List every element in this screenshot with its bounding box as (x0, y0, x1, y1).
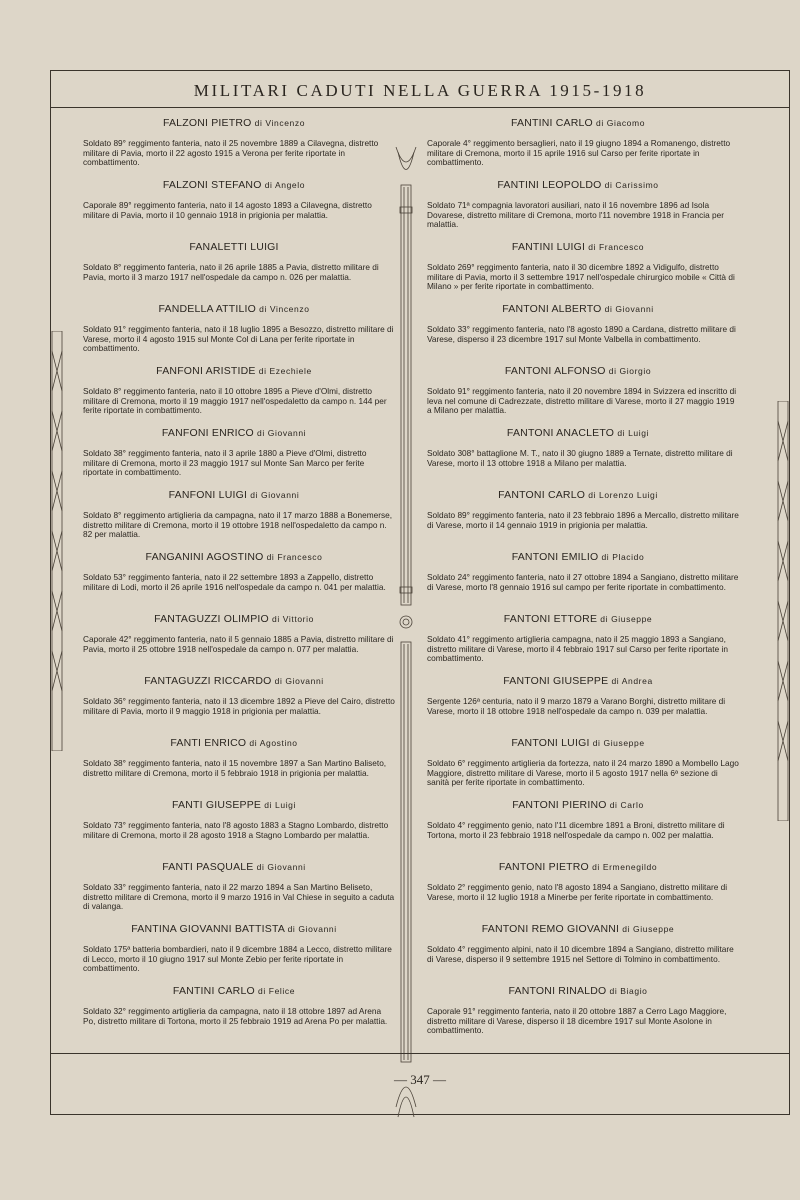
casualty-surname: FANTINA GIOVANNI BATTISTA (131, 923, 285, 935)
casualty-surname: FANTONI ANACLETO (506, 427, 615, 439)
casualty-name (417, 799, 739, 811)
left-column (73, 117, 395, 1047)
casualty-description: Soldato 38° reggimento fanteria, nato il 15 novembre 1897 a San Martino Baliseto, distretto militare di Cremona, morto il 5 febbraio 1918 in prigionia per malattia. (83, 758, 387, 778)
casualty-entry (417, 365, 739, 427)
casualty-name (73, 365, 395, 377)
casualty-name (73, 551, 395, 563)
casualty-patronymic: di Vittorio (272, 614, 314, 624)
casualty-name (73, 613, 395, 625)
casualty-description: Soldato 89° reggimento fanteria, nato il 25 novembre 1889 a Cilavegna, distretto militare di Pavia, morto il 22 agosto 1915 a Verona per ferite riportate in combattimento. (83, 138, 379, 168)
casualty-patronymic: di Vincenzo (259, 304, 310, 314)
fasces-divider-ornament (392, 147, 420, 1122)
casualty-description: Soldato 269° reggimento fanteria, nato il 30 dicembre 1892 a Vidigulfo, distretto militare di Pavia, morto il 3 settembre 1917 nell'ospedale chirurgico mobile « Città di Milano » per ferite riportate in combattimento. (427, 262, 735, 292)
casualty-surname: FANTONI GIUSEPPE (503, 675, 609, 687)
casualty-entry (73, 985, 395, 1047)
casualty-surname: FANFONI ARISTIDE (156, 365, 256, 377)
casualty-patronymic: di Giovanni (256, 862, 306, 872)
casualty-description: Soldato 89° reggimento fanteria, nato il 23 febbraio 1896 a Mercallo, distretto militare di Varese, morto il 14 gennaio 1919 in prigionia per malattia. (427, 510, 739, 530)
casualty-name (417, 489, 739, 501)
casualty-description: Soldato 73° reggimento fanteria, nato l'8 agosto 1883 a Stagno Lombardo, distretto militare di Cremona, morto il 28 agosto 1918 a Stagno Lombardo per malattia. (83, 820, 389, 840)
casualty-entry (73, 737, 395, 799)
casualty-patronymic: di Carlo (609, 800, 644, 810)
casualty-name (73, 923, 395, 935)
left-side-ornament (49, 331, 65, 751)
casualty-entry (73, 923, 395, 985)
casualty-entry (417, 179, 739, 241)
casualty-surname: FANTINI LEOPOLDO (497, 179, 602, 191)
casualty-name (73, 861, 395, 873)
casualty-entry (417, 551, 739, 613)
casualty-description: Soldato 71ª compagnia lavoratori ausiliari, nato il 16 novembre 1896 ad Isola Dovarese, distretto militare di Cremona, morto l'11 novembre 1918 in Francia per malattia. (427, 200, 725, 230)
casualty-entry (417, 489, 739, 551)
casualty-name (73, 241, 395, 253)
casualty-entry (73, 303, 395, 365)
casualty-patronymic: di Biagio (609, 986, 648, 996)
casualty-entry (417, 241, 739, 303)
casualty-surname: FANTINI CARLO (172, 985, 255, 997)
casualty-patronymic: di Ezechiele (258, 366, 312, 376)
casualty-entry (417, 303, 739, 365)
casualty-surname: FALZONI STEFANO (162, 179, 262, 191)
casualty-name (417, 117, 739, 129)
casualty-patronymic: di Giorgio (608, 366, 652, 376)
casualty-entry (417, 117, 739, 179)
casualty-description: Soldato 38° reggimento fanteria, nato il 3 aprile 1880 a Pieve d'Olmi, distretto militare di Cremona, morto il 23 maggio 1917 sul Monte San Marco per ferite riportate in combattimento. (83, 448, 367, 478)
casualty-name (417, 923, 739, 935)
casualty-patronymic: di Francesco (588, 242, 645, 252)
casualty-entry (73, 551, 395, 613)
casualty-description: Soldato 6° reggimento artiglieria da fortezza, nato il 24 marzo 1890 a Mombello Lago Maggiore, distretto militare di Varese, morto il 5 agosto 1917 nella 6ª sezione di sanità per ferite riportate in combattimento. (427, 758, 739, 788)
casualty-name (73, 675, 395, 687)
casualty-name (73, 117, 395, 129)
casualty-entry (417, 923, 739, 985)
page-header (51, 71, 789, 108)
casualty-description: Soldato 41° reggimento artiglieria campagna, nato il 25 maggio 1893 a Sangiano, distretto militare di Varese, morto il 4 febbraio 1917 sul Carso per ferite riportate in combattimento. (427, 634, 728, 664)
casualty-surname: FANTONI REMO GIOVANNI (481, 923, 620, 935)
casualty-surname: FANDELLA ATTILIO (158, 303, 256, 315)
casualty-surname: FANTI ENRICO (170, 737, 247, 749)
casualty-name (73, 985, 395, 997)
casualty-entry (417, 799, 739, 861)
casualty-description: Soldato 32° reggimento artiglieria da campagna, nato il 18 ottobre 1897 ad Arena Po, distretto militare di Tortona, morto il 25 febbraio 1919 ad Arena Po per malattia. (83, 1006, 388, 1026)
casualty-surname: FANTONI ALFONSO (504, 365, 606, 377)
casualty-name (417, 675, 739, 687)
casualty-entry (73, 427, 395, 489)
casualty-name (73, 737, 395, 749)
casualty-surname: FANTONI LUIGI (511, 737, 590, 749)
casualty-name (417, 241, 739, 253)
casualty-name (73, 489, 395, 501)
casualty-patronymic: di Felice (258, 986, 296, 996)
casualty-surname: FANFONI LUIGI (168, 489, 248, 501)
casualty-name (417, 985, 739, 997)
casualty-description: Soldato 36° reggimento fanteria, nato il 13 dicembre 1892 a Pieve del Cairo, distretto militare di Pavia, morto il 9 maggio 1918 in prigionia per malattia. (83, 696, 395, 716)
casualty-patronymic: di Luigi (617, 428, 650, 438)
casualty-description: Soldato 308° battaglione M. T., nato il 30 giugno 1889 a Ternate, distretto militare di Varese, morto il 13 ottobre 1918 a Milano per malattia. (427, 448, 733, 468)
casualty-patronymic: di Giovanni (250, 490, 300, 500)
casualty-surname: FANGANINI AGOSTINO (145, 551, 264, 563)
casualty-patronymic: di Angelo (264, 180, 306, 190)
casualty-surname: FANTONI PIERINO (512, 799, 607, 811)
casualty-entry (417, 613, 739, 675)
casualty-description: Soldato 4° reggimento alpini, nato il 10 dicembre 1894 a Sangiano, distretto militare di Varese, disperso il 9 settembre 1915 nel Settore di Tolmino in combattimento. (427, 944, 734, 964)
casualty-patronymic: di Giuseppe (622, 924, 675, 934)
casualty-entry (73, 799, 395, 861)
casualty-name (417, 613, 739, 625)
casualty-description: Soldato 24° reggimento fanteria, nato il 27 ottobre 1894 a Sangiano, distretto militare di Varese, morto l'8 gennaio 1916 sul campo per ferite riportate in combattimento. (427, 572, 739, 592)
casualty-description: Caporale 4° reggimento bersaglieri, nato il 19 giugno 1894 a Romanengo, distretto militare di Cremona, morto il 15 aprile 1916 sul Carso per ferite riportate in combattimento. (427, 138, 731, 168)
casualty-patronymic: di Giovanni (257, 428, 307, 438)
casualty-surname: FANTAGUZZI OLIMPIO (154, 613, 269, 625)
casualty-entry (417, 427, 739, 489)
casualty-surname: FANTONI CARLO (498, 489, 586, 501)
casualty-patronymic: di Giuseppe (592, 738, 645, 748)
page-number: — 347 — (394, 1072, 446, 1087)
page-footer (51, 1053, 789, 1114)
page-frame (50, 70, 790, 1115)
page-title: MILITARI CADUTI NELLA GUERRA 1915-1918 (193, 81, 647, 100)
casualty-name (73, 427, 395, 439)
casualty-description: Soldato 8° reggimento artiglieria da campagna, nato il 17 marzo 1888 a Bonemerse, distretto militare di Cremona, morto il 19 ottobre 1918 nell'ospedaletto da campo n. 82 per malattia. (83, 510, 393, 540)
casualty-entry (73, 365, 395, 427)
casualty-patronymic: di Andrea (611, 676, 653, 686)
casualty-description: Sergente 126ª centuria, nato il 9 marzo 1879 a Varano Borghi, distretto militare di Varese, morto il 18 ottobre 1918 nell'ospedale da campo n. 039 per malattia. (427, 696, 726, 716)
casualty-entry (73, 241, 395, 303)
casualty-description: Caporale 89° reggimento fanteria, nato il 14 agosto 1893 a Cilavegna, distretto militare di Pavia, morto il 10 gennaio 1918 in prigionia per malattia. (83, 200, 372, 220)
casualty-surname: FANTINI LUIGI (511, 241, 586, 253)
casualty-patronymic: di Luigi (264, 800, 297, 810)
casualty-surname: FANTONI ALBERTO (502, 303, 602, 315)
casualty-patronymic: di Agostino (249, 738, 298, 748)
right-column (417, 117, 739, 1047)
casualty-surname: FANALETTI LUIGI (189, 241, 279, 253)
casualty-patronymic: di Giacomo (596, 118, 646, 128)
casualty-surname: FANTONI ETTORE (503, 613, 598, 625)
casualty-name (417, 365, 739, 377)
casualty-description: Soldato 33° reggimento fanteria, nato il 22 marzo 1894 a San Martino Beliseto, distretto militare di Cremona, morto il 9 marzo 1916 in Val Chiese in seguito a caduta di valanga. (83, 882, 395, 912)
casualty-entry (73, 179, 395, 241)
casualty-description: Soldato 91° reggimento fanteria, nato il 20 novembre 1894 in Svizzera ed inscritto di leva nel comune di Cadrezzate, distretto militare di Varese, morto il 27 maggio 1919 a Milano per malattia. (427, 386, 737, 416)
casualty-entry (417, 737, 739, 799)
casualty-description: Soldato 91° reggimento fanteria, nato il 18 luglio 1895 a Besozzo, distretto militare di Varese, morto il 4 agosto 1915 sul Monte Col di Lana per ferite riportate in combattimento. (83, 324, 394, 354)
casualty-surname: FANFONI ENRICO (161, 427, 254, 439)
casualty-name (417, 179, 739, 191)
casualty-name (73, 179, 395, 191)
casualty-entry (417, 675, 739, 737)
casualty-surname: FALZONI PIETRO (162, 117, 252, 129)
casualty-surname: FANTONI PIETRO (498, 861, 589, 873)
casualty-patronymic: di Francesco (266, 552, 323, 562)
casualty-surname: FANTAGUZZI RICCARDO (144, 675, 272, 687)
casualty-description: Soldato 4° reggimento genio, nato l'11 dicembre 1891 a Broni, distretto militare di Tortona, morto il 23 febbraio 1918 nell'ospedale da campo n. 002 per malattia. (427, 820, 725, 840)
casualty-entry (73, 117, 395, 179)
casualty-description: Soldato 8° reggimento fanteria, nato il 26 aprile 1885 a Pavia, distretto militare di Pavia, morto il 3 marzo 1917 nell'ospedale da campo n. 026 per malattia. (83, 262, 379, 282)
casualty-name (417, 427, 739, 439)
casualty-patronymic: di Placido (601, 552, 645, 562)
casualty-surname: FANTONI RINALDO (508, 985, 607, 997)
casualty-name (417, 737, 739, 749)
casualty-description: Soldato 2° reggimento genio, nato l'8 agosto 1894 a Sangiano, distretto militare di Varese, morto il 12 luglio 1918 a Minerbe per ferite riportate in combattimento. (427, 882, 728, 902)
casualty-name (417, 551, 739, 563)
casualty-patronymic: di Giovanni (604, 304, 654, 314)
casualty-patronymic: di Ermenegildo (592, 862, 658, 872)
casualty-name (73, 799, 395, 811)
casualty-patronymic: di Lorenzo Luigi (588, 490, 658, 500)
casualty-patronymic: di Giovanni (287, 924, 337, 934)
casualty-entry (73, 675, 395, 737)
casualty-patronymic: di Giovanni (274, 676, 324, 686)
casualty-entry (417, 861, 739, 923)
casualty-description: Soldato 53° reggimento fanteria, nato il 22 settembre 1893 a Zappello, distretto militare di Lodi, morto il 26 aprile 1916 nell'ospedale da campo n. 041 per malattia. (83, 572, 386, 592)
casualty-name (73, 303, 395, 315)
casualty-description: Soldato 8° reggimento fanteria, nato il 10 ottobre 1895 a Pieve d'Olmi, distretto militare di Cremona, morto il 19 maggio 1917 nell'ospedaletto da campo n. 144 per ferite riportate in combattimento. (83, 386, 387, 416)
casualty-entry (73, 613, 395, 675)
casualty-entry (417, 985, 739, 1047)
right-side-ornament (775, 401, 791, 821)
casualty-patronymic: di Vincenzo (254, 118, 306, 128)
casualty-entry (73, 861, 395, 923)
casualty-description: Caporale 42° reggimento fanteria, nato il 5 gennaio 1885 a Pavia, distretto militare di Pavia, morto il 25 ottobre 1918 nell'ospedale da campo n. 077 per malattia. (83, 634, 394, 654)
casualty-surname: FANTONI EMILIO (511, 551, 599, 563)
casualty-surname: FANTI PASQUALE (162, 861, 254, 873)
casualty-entry (73, 489, 395, 551)
casualty-patronymic: di Giuseppe (600, 614, 653, 624)
casualty-description: Soldato 33° reggimento fanteria, nato l'8 agosto 1890 a Cardana, distretto militare di Varese, disperso il 23 dicembre 1917 sul Monte Valbella in combattimento. (427, 324, 736, 344)
casualty-name (417, 303, 739, 315)
casualty-surname: FANTINI CARLO (510, 117, 593, 129)
casualty-surname: FANTI GIUSEPPE (171, 799, 262, 811)
casualty-description: Soldato 175ª batteria bombardieri, nato il 9 dicembre 1884 a Lecco, distretto militare di Lecco, morto il 10 giugno 1917 sul Monte Zebio per ferite riportate in combattimento. (83, 944, 392, 974)
casualty-patronymic: di Carissimo (604, 180, 659, 190)
casualty-name (417, 861, 739, 873)
casualty-description: Caporale 91° reggimento fanteria, nato il 20 ottobre 1887 a Cerro Lago Maggiore, distretto militare di Varese, disperso il 18 dicembre 1917 sul Monte Asolone in combattimento. (427, 1006, 727, 1036)
